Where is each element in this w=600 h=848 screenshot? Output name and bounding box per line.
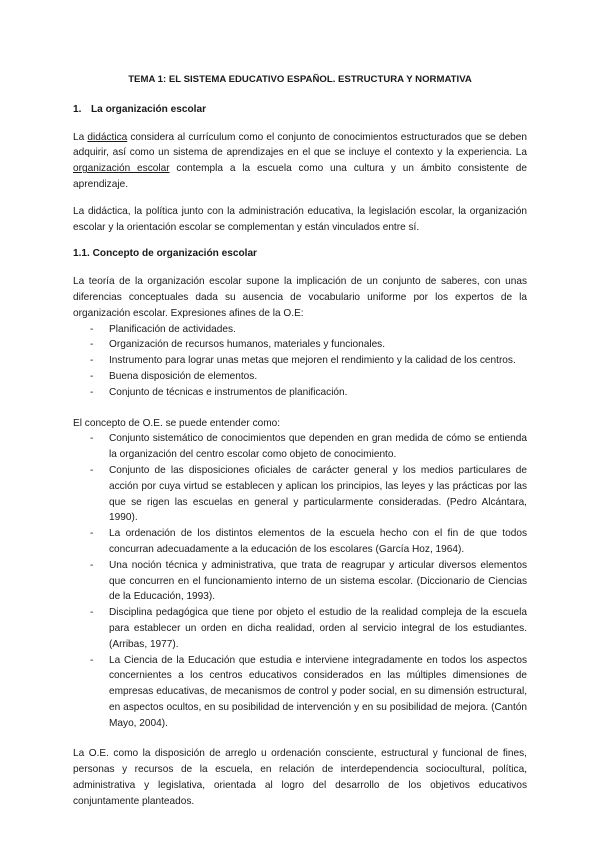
paragraph-text: La (73, 131, 88, 143)
document-body (73, 72, 527, 821)
paragraph-concepto: El concepto de O.E. se puede entender como: (73, 417, 281, 429)
list-item: - Una noción técnica y administrativa, que trata de reagrupar y articular diversos elementos que concurren en el funcionamiento interno de un sistema escolar. (Diccionario de Ciencias de la Educación, 1993). (73, 558, 527, 605)
list-item: - Conjunto de las disposiciones oficiales de carácter general y los medios particulares de acción por cuya virtud se establecen y aplican los principios, las leyes y las prácticas por las que se rigen las escuelas en general y particularmente consideradas. (Pedro Alcántara, 1990). (73, 463, 527, 526)
section-number: 1. (73, 103, 82, 115)
list-item: - Conjunto de técnicas e instrumentos de planificación. (73, 385, 527, 401)
list-item: - Conjunto sistemático de conocimientos que dependen en gran medida de cómo se entienda la organización del centro escolar como objeto de conocimiento. (73, 431, 527, 463)
paragraph-disposicion: La O.E. como la disposición de arreglo u ordenación consciente, estructural y funcional de fines, personas y recursos de la escuela, en relación de interdependencia sociocultural, política, administrativa y legislativa, orientada al logro del desarrollo de los objetivos educativos conjuntamente planteados. (73, 748, 527, 807)
list-item: - Organización de recursos humanos, materiales y funcionales. (73, 337, 527, 353)
list-item: - Planificación de actividades. (73, 322, 527, 338)
underlined-term-didactica: didáctica (87, 131, 128, 143)
list-item: - Disciplina pedagógica que tiene por objeto el estudio de la realidad compleja de la escuela para establecer un orden en dicha realidad, orden al servicio integral de los estudiantes. (Arribas, 1977). (73, 605, 527, 652)
list-expresiones-afines (73, 322, 527, 401)
section-heading-text: La organización escolar (91, 103, 206, 115)
subsection-heading-1-1: 1.1. Concepto de organización escolar (73, 248, 257, 260)
paragraph-didactica (73, 130, 527, 193)
paragraph-teoria: La teoría de la organización escolar supone la implicación de un conjunto de saberes, con unas diferencias conceptuales dada su ausencia de vocabulario uniforme por los expertos de la organización escolar. Expresiones afines de la O.E: (73, 276, 527, 319)
underlined-term-organizacion: organización escolar (73, 163, 170, 175)
paragraph-text: contempla a la escuela como una cultura y un ámbito consistente de aprendizaje. (73, 163, 527, 190)
list-item: - Instrumento para lograr unas metas que mejoren el rendimiento y la calidad de los centros. (73, 353, 527, 369)
list-item: - La Ciencia de la Educación que estudia e interviene integradamente en todos los aspectos concernientes a los centros educativos considerados en las múltiples dimensiones de empresas educativas, de mecanismos de control y poder social, en su dimensión estructural, en aspectos ocultos, en su posibilidad de intervención y en su posibilidad de mejora. (Cantón Mayo, 2004). (73, 653, 527, 732)
paragraph-text: considera al currículum como el conjunto de conocimientos estructurados que se deben adquirir, así como un sistema de aprendizajes en el que se incluye el contexto y la experiencia. La (73, 131, 527, 159)
section-heading-1 (73, 102, 527, 118)
list-concepto-oe (73, 431, 527, 731)
list-item: - Buena disposición de elementos. (73, 369, 527, 385)
document-title: TEMA 1: EL SISTEMA EDUCATIVO ESPAÑOL. ESTRUCTURA Y NORMATIVA (128, 74, 472, 85)
paragraph-complementan: La didáctica, la política junto con la administración educativa, la legislación escolar, la organización escolar y la orientación escolar se complementan y están vinculados entre sí. (73, 205, 527, 233)
list-item: - La ordenación de los distintos elementos de la escuela hecho con el fin de que todos concurran adecuadamente a la educación de los escolares (García Hoz, 1964). (73, 526, 527, 558)
